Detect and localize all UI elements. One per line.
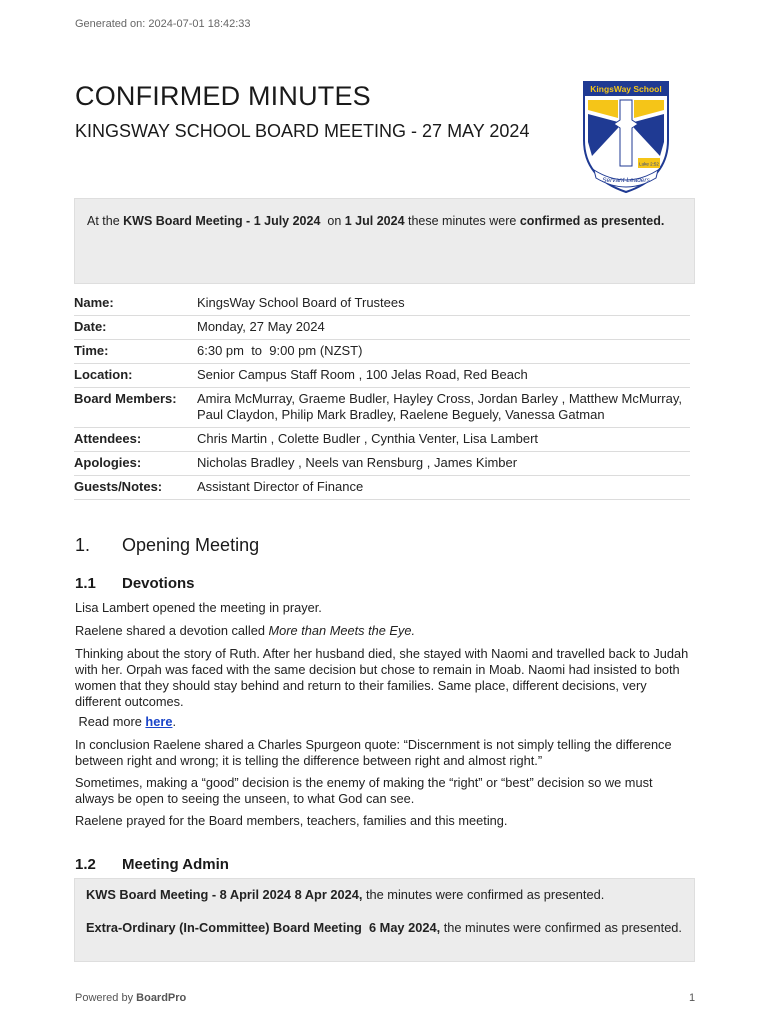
page-number: 1	[689, 992, 696, 1004]
devotion-para-6: Sometimes, making a “good” decision is the enemy of making the “right” or “best” decision so we must always be open to seeing the unseen, to what God can see.	[75, 775, 653, 806]
meeting-admin-box	[74, 878, 695, 962]
svg-text:Luke 2:52: Luke 2:52	[639, 161, 659, 167]
info-row-name: Name: KingsWay School Board of Trustees	[74, 292, 690, 316]
info-row-location: Location: Senior Campus Staff Room , 100 Jelas Road, Red Beach	[74, 364, 690, 388]
confirm-meeting: KWS Board Meeting - 1 July 2024	[123, 214, 321, 228]
generated-timestamp: Generated on: 2024-07-01 18:42:33	[75, 18, 251, 30]
school-crest-icon	[580, 78, 672, 196]
page-subtitle: KINGSWAY SCHOOL BOARD MEETING - 27 MAY 2024	[75, 121, 530, 141]
devotion-para-5: In conclusion Raelene shared a Charles Spurgeon quote: “Discernment is not simply telling the difference between right and wrong; it is telling the difference between right and almost right.”	[75, 737, 672, 768]
boardpro-brand: BoardPro	[136, 992, 187, 1004]
info-row-board-members: Board Members: Amira McMurray, Graeme Budler, Hayley Cross, Jordan Barley , Matthew McMurray, Paul Claydon, Philip Mark Bradley, Raelene Beguely, Vanessa Gatman	[74, 388, 690, 428]
confirm-on: on	[320, 214, 345, 228]
svg-text:KingsWay School: KingsWay School	[590, 84, 662, 94]
section-heading-opening: 1. Opening Meeting	[75, 535, 260, 555]
footer-powered-by: Powered by BoardPro	[75, 992, 187, 1004]
subsection-heading-devotions: 1.1 Devotions	[75, 575, 195, 592]
meeting-info-table	[74, 292, 690, 500]
subsection-heading-admin: 1.2 Meeting Admin	[75, 856, 229, 873]
info-row-apologies: Apologies: Nicholas Bradley , Neels van Rensburg , James Kimber	[74, 452, 690, 476]
svg-text:Servant Leaders: Servant Leaders	[602, 177, 650, 184]
confirm-prefix: At the	[87, 214, 124, 228]
devotion-para-4: Read more here.	[75, 714, 177, 729]
info-row-guests: Guests/Notes: Assistant Director of Finance	[74, 476, 690, 500]
devotion-para-3: Thinking about the story of Ruth. After her husband died, she stayed with Naomi and travelled back to Judah with her. Orpah was faced with the same decision but chose to remain in Moab. Naomi had insisted to both women that they should stay behind and return to their families. Same place, different decisions, very different outcomes.	[75, 646, 689, 709]
confirmation-notice	[74, 198, 695, 284]
admin-item-1: KWS Board Meeting - 8 April 2024 8 Apr 2024, the minutes were confirmed as presented.	[86, 887, 605, 902]
info-row-time: Time: 6:30 pm to 9:00 pm (NZST)	[74, 340, 690, 364]
confirm-date: 1 Jul 2024	[344, 214, 405, 228]
confirm-status: confirmed as presented.	[519, 214, 665, 228]
info-row-attendees: Attendees: Chris Martin , Colette Budler , Cynthia Venter, Lisa Lambert	[74, 428, 690, 452]
info-row-date: Date: Monday, 27 May 2024	[74, 316, 690, 340]
confirm-middle: these minutes were	[404, 214, 520, 228]
page-title: CONFIRMED MINUTES	[75, 81, 371, 111]
devotion-para-2: Raelene shared a devotion called More than Meets the Eye.	[75, 623, 416, 638]
admin-item-2: Extra-Ordinary (In-Committee) Board Meeting 6 May 2024, the minutes were confirmed as presented.	[86, 920, 682, 935]
devotion-para-7: Raelene prayed for the Board members, teachers, families and this meeting.	[75, 813, 508, 828]
school-logo	[580, 78, 672, 196]
devotion-para-1: Lisa Lambert opened the meeting in prayer.	[75, 600, 322, 615]
read-more-link[interactable]: here	[145, 714, 173, 729]
